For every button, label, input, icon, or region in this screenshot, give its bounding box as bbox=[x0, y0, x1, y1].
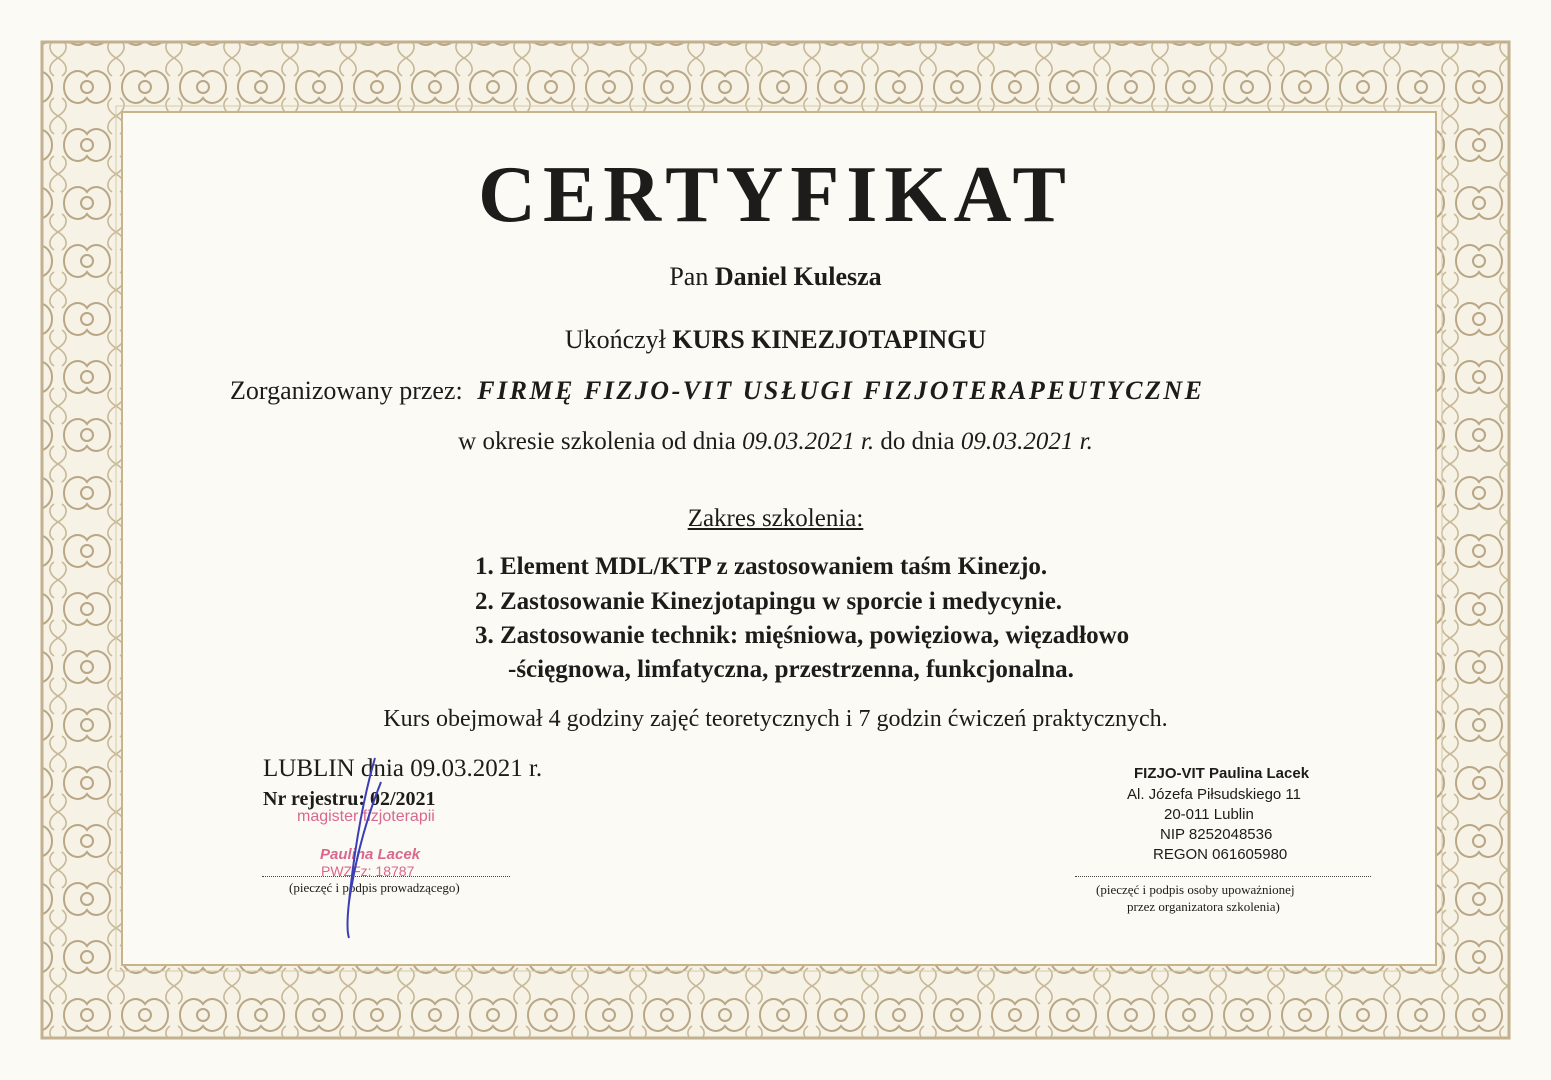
company-nip: NIP 8252048536 bbox=[1160, 826, 1273, 843]
period-line bbox=[0, 428, 1551, 456]
scope-item-3: 3. Zastosowanie technik: mięśniowa, powięziowa, więzadłowo bbox=[475, 622, 1130, 649]
scope-item-1: 1. Element MDL/KTP z zastosowaniem taśm Kinezjo. bbox=[475, 553, 1048, 580]
course-name: KURS KINEZJOTAPINGU bbox=[672, 325, 987, 354]
place-date: LUBLIN dnia 09.03.2021 r. bbox=[263, 755, 543, 782]
period-middle: do dnia bbox=[880, 428, 955, 455]
scope-heading: Zakres szkolenia: bbox=[687, 505, 864, 532]
certificate-title: CERTYFIKAT bbox=[478, 151, 1073, 239]
signature-scribble bbox=[325, 752, 385, 942]
organizer-name: FIRMĘ FIZJO-VIT USŁUGI FIZJOTERAPEUTYCZNE bbox=[477, 376, 1205, 405]
scope-item-3-continued: -ścięgnowa, limfatyczna, przestrzenna, funkcjonalna. bbox=[508, 656, 1074, 683]
organizer-prefix: Zorganizowany przez: bbox=[230, 376, 463, 405]
scope-item-2: 2. Zastosowanie Kinezjotapingu w sporcie i medycynie. bbox=[475, 588, 1063, 615]
recipient-prefix: Pan bbox=[669, 262, 709, 291]
recipient-name: Daniel Kulesza bbox=[714, 262, 882, 291]
hours-note: Kurs obejmował 4 godziny zajęć teoretycznych i 7 godzin ćwiczeń praktycznych. bbox=[383, 706, 1168, 732]
company-name: FIZJO-VIT Paulina Lacek bbox=[1134, 765, 1310, 782]
completed-prefix: Ukończył bbox=[564, 325, 666, 354]
right-signature-caption-1: (pieczęć i podpis osoby upoważnionej bbox=[1096, 882, 1295, 897]
right-signature-caption-2: przez organizatora szkolenia) bbox=[1127, 899, 1280, 914]
completed-line bbox=[0, 325, 1551, 355]
right-signature-line bbox=[1075, 876, 1371, 877]
period-to: 09.03.2021 r. bbox=[960, 428, 1093, 455]
period-prefix: w okresie szkolenia od dnia bbox=[458, 428, 736, 455]
left-signature-caption: (pieczęć i podpis prowadzącego) bbox=[289, 880, 460, 895]
company-regon: REGON 061605980 bbox=[1153, 846, 1288, 863]
left-signature-line bbox=[262, 876, 510, 877]
period-from: 09.03.2021 r. bbox=[742, 428, 875, 455]
stamp-number: PWZFz: 18787 bbox=[321, 863, 415, 879]
stamp-name: Paulina Lacek bbox=[320, 846, 421, 863]
register-number: Nr rejestru: 02/2021 bbox=[263, 788, 436, 810]
company-street: Al. Józefa Piłsudskiego 11 bbox=[1127, 786, 1301, 803]
organizer-line bbox=[230, 376, 1205, 406]
recipient-line bbox=[0, 262, 1551, 292]
stamp-title: magister fizjoterapii bbox=[297, 808, 435, 825]
company-city: 20-011 Lublin bbox=[1164, 806, 1254, 823]
